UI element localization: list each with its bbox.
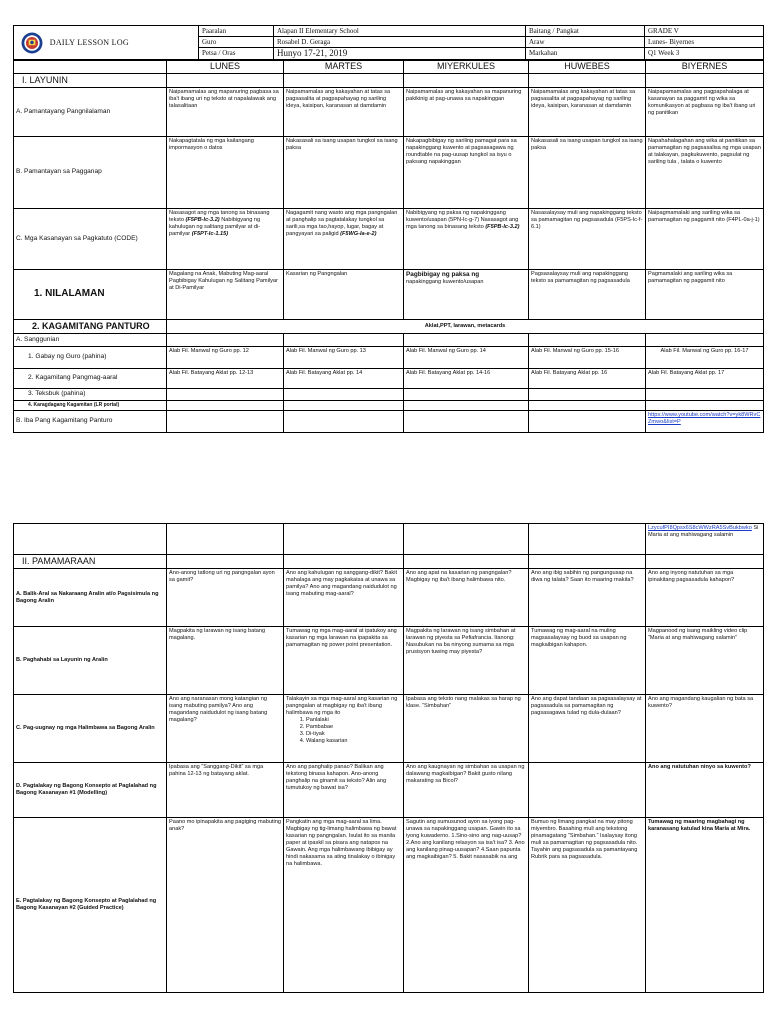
cell-tue: Alab Fil. Batayang Aklat pp. 14 <box>284 369 404 389</box>
video-link-cell: LzycufPI8Qpsx6S8cWWzRA5SvBukbwko Si Maria at ang mahiwagang salamin <box>646 524 764 555</box>
list-item: 2. Pambabae <box>306 724 401 731</box>
cell-tue: Ano ang kahulugan ng sanggang-dikit? Bakit mahalaga ang may pagkakaisa at unawa sa pamilya? Ano ang magandang naidudulot ng isang mabuting mag-aaral? <box>284 569 404 627</box>
row-label: 2. Kagamitang Pangmag-aaral <box>14 369 167 389</box>
section-pamamaraan: II. PAMAMARAAN <box>14 555 167 569</box>
header-value: Rosabel D. Geraga <box>274 37 526 48</box>
cell-tue: Nakasasali sa isang usapan tungkol sa isang paksa <box>284 136 404 208</box>
cell-mon: Ano ang naranasan mong katangian ng isang mabuting pamilya? Ano ang magandang naidudulot ng isang batang magalang? <box>167 695 284 763</box>
lesson-table-2 <box>13 523 764 993</box>
cell-mon: Magalang na Anak, Mabuting Mag-aaral Pagbibigay Kahulugan ng Salitang Pamilyar at Di-Pamilyar <box>167 269 284 319</box>
cell-wed: Naipamamalas ang kakayahan sa mapanuring pakikinig at pag-unawa sa napakinggan <box>404 87 529 136</box>
cell-fri: Alab Fil. Manwal ng Guro pp. 16-17 <box>646 347 764 369</box>
cell-fri: Magpanood ng isang maikling video clip “Maria at ang mahiwagang salamin” <box>646 627 764 695</box>
blank-cell <box>14 61 167 73</box>
section-layunin: I. LAYUNIN <box>14 73 167 87</box>
row-label: A. Balik-Aral sa Nakaraang Aralin at/o Pagsisimula ng Bagong Aralin <box>14 569 167 627</box>
cell-wed: Ipabasa ang teksto nang malakas sa harap ng klase. “Simbahan” <box>404 695 529 763</box>
header-label: Araw <box>526 37 645 48</box>
list-item: 1. Panlalaki <box>306 717 401 724</box>
row-label: D. Pagtalakay ng Bagong Konsepto at Paglalahad ng Bagong Kasanayan #1 (Modelling) <box>14 763 167 818</box>
kasarian-list <box>286 717 401 745</box>
header-value: Lunes- Biyernes <box>645 37 764 48</box>
row-label: 1. Gabay ng Guro (pahina) <box>14 347 167 369</box>
row-label: E. Pagtalakay ng Bagong Konsepto at Paglalahad ng Bagong Kasanayan #2 (Guided Practice) <box>14 818 167 993</box>
day-header: BIYERNES <box>646 61 764 73</box>
cell-tue: Talakayin sa mga mag-aaral ang kasarian ng pangngalan at magbigay ng iba't ibang halimbawa ng mga ito 1. Panlalaki 2. Pambabae 3. Di-tiyak 4. Walang kasarian <box>284 695 404 763</box>
iba-pang-label: B. Iba Pang Kagamitang Panturo <box>14 411 167 433</box>
youtube-link[interactable]: https://www.youtube.com/watch?v=yk8WRvCZmwo&list=P <box>648 412 761 425</box>
cell-wed: Pagbibigay ng paksa ng napakinggang kuwento/usapan <box>404 269 529 319</box>
cell-fri: Napahahalagahan ang wika at panitikan sa pamamagitan ng pagsasalisa ng mga usapan at talakayan, pagkukuwento, pagsulat ng sariling tula , talata o kuwento <box>646 136 764 208</box>
cell-fri: Tumawag ng maaring magbahagi ng karanasang katulad kina Maria at Mira. <box>646 818 764 993</box>
cell-thu: Alab Fil. Manwal ng Guro pp. 15-16 <box>529 347 646 369</box>
cell-fri: Naipagmamalaki ang sariling wika sa pamamagitan ng paggamit nito (F4PL-0a-j-1) <box>646 208 764 269</box>
cell-thu: Tumawag ng mag-aaral na muling magsasalaysay ng buod sa usapan ng magkaibigan kahapon. <box>529 627 646 695</box>
cell-tue: Nagagamit nang wasto ang mga pangngalan at panghalip sa pagtatalakay tungkol sa sarili,sa mga tao,hayop, lugar, bagay at pangyayari sa paligid (F5WG-Ia-e-2) <box>284 208 404 269</box>
cell-thu: Pagsasalaysay muli ang napakinggang teksto sa pamamagitan ng pagsasadula <box>529 269 646 319</box>
cell-wed: Nakapagbibigay ng sariling pamagat para sa napakinggang kuwento at pagsasagawa ng roundtable na pag-uusap tungkol sa isyu o paksang napakinggan <box>404 136 529 208</box>
cell-thu: Bumuo ng limang pangkat na may pitong miyembro. Basahing muli ang tekstong pinamagatang “Simbahan.” Isalaysay itong muli sa pamamagitan ng pagsasadula nito. Tayahin ang pagsasadula sa pamantayang Rubrik para sa pagsasadula. <box>529 818 646 993</box>
cell-wed: Ano ang apat na kasarian ng pangngalan? Magbigay ng iba't ibang halimbawa nito. <box>404 569 529 627</box>
row-label: 3. Teksbuk (pahina) <box>14 389 167 401</box>
list-item: 3. Di-tiyak <box>306 731 401 738</box>
cell-tue: Tumawag ng mga mag-aaral at ipatukoy ang kasarian ng mga larawan na ipapakita sa pamamagitan ng power point presentation. <box>284 627 404 695</box>
cell-mon: Ipabasa ang “Sanggang-Dikit” sa mga pahina 12-13 ng batayang aklat. <box>167 763 284 818</box>
row-label: B. Paghahabi sa Layunin ng Aralin <box>14 627 167 695</box>
cell-mon: Alab Fil. Batayang Aklat pp. 12-13 <box>167 369 284 389</box>
cell-mon: Nakapagtatala ng mga kailangang impormasyon o datos <box>167 136 284 208</box>
cell-mon: Naipamamalas ang mapanuring pagbasa sa iba't ibang uri ng teksto at napalalawak ang talasalitaan <box>167 87 284 136</box>
cell-fri: Naipapamamalas ang pagpapahalaga at kasanayan sa paggamit ng wika sa komunikasyon at pagbasa ng iba't ibang uri ng panitikan <box>646 87 764 136</box>
cell-wed: Nabibigyang ng paksa ng napakinggang kuwento/usapan (5PN-Ic-g-7) Nasasagot ang mga tanong sa binasang teksto (F5PB-Ic-3.2) <box>404 208 529 269</box>
cell-thu: Alab Fil. Batayang Aklat pp. 16 <box>529 369 646 389</box>
cell-tue: Naipamamalas ang kakayahan at tatas sa pagsasalita at pagpapahayag ng sariling ideya, kaisipan, karanasan at damdamin <box>284 87 404 136</box>
cell-thu: Nakasasali sa isang usapan tungkol sa isang paksa <box>529 136 646 208</box>
cell-fri: Alab Fil. Batayang Aklat pp. 17 <box>646 369 764 389</box>
header-logo-title <box>14 26 199 60</box>
section-nilalaman: 1. NILALAMAN <box>14 269 167 319</box>
day-header: MARTES <box>284 61 404 73</box>
cell-mon: Paano mo ipinapakita ang pagiging mabuting anak? <box>167 818 284 993</box>
section-kagamitan: 2. KAGAMITANG PANTURO <box>14 319 167 333</box>
list-item: 4. Walang kasarian <box>306 738 401 745</box>
cell-fri: Pagmamalaki ang sariling wika sa pamamagitan ng paggamit nito <box>646 269 764 319</box>
cell-wed: Alab Fil. Manwal ng Guro pp. 14 <box>404 347 529 369</box>
kagamitan-items: Aklat,PPT, larawan, metacards <box>167 319 764 333</box>
sanggunian-label: A. Sanggunian <box>14 334 167 347</box>
youtube-link-cell <box>646 411 764 433</box>
cell-fri: Ano ang natutuhan ninyo sa kuwento? <box>646 763 764 818</box>
cell-tue: Kasarian ng Pangngalan <box>284 269 404 319</box>
cell-wed: Magpakita ng larawan ng isang simbahan at larawan ng piyesta sa Pefiafrancia. Itanong: Nasubukan na ba ninyong sumama sa mga prusisyon tuwing may piyesta? <box>404 627 529 695</box>
header-value: GRADE V <box>645 26 764 37</box>
cell-thu: Ano ang ibig sabihin ng pangungusap na diwa ng talata? Saan ito maaring makita? <box>529 569 646 627</box>
cell-fri: Ano ang magandang kaugalian ng bata sa kuwento? <box>646 695 764 763</box>
cell-tue: Ano ang panghalip panao? Balikan ang tekstong binasa kahapon. Ano-anong panghalip na ginamit sa teksto? Alin ang tumutukoy ng bawat isa? <box>284 763 404 818</box>
header-table <box>13 25 764 60</box>
cell-wed: Alab Fil. Batayang Aklat pp. 14-16 <box>404 369 529 389</box>
header-value-date: Hunyo 17-21, 2019 <box>274 48 526 60</box>
header-label: Petsa / Oras <box>199 48 274 60</box>
cell-tue: Alab Fil. Manwal ng Guro pp. 13 <box>284 347 404 369</box>
cell-mon: Nasasagot ang mga tanong sa binasang teksto (F5PB-Ic-3.2) Nabibigyang ng kahulugan ng salitang pamilyar at di-pamilyar (F5PT-Ic-1.15) <box>167 208 284 269</box>
row-label: C. Pag-uugnay ng mga Halimbawa sa Bagong Aralin <box>14 695 167 763</box>
header-value: Alapan II Elementary School <box>274 26 526 37</box>
lesson-log-page-2 <box>13 523 763 1018</box>
cell-fri: Ano ang inyong natutuhan sa mga ipinakitang pagsasadula kahapon? <box>646 569 764 627</box>
header-label: Guro <box>199 37 274 48</box>
cell-thu: Naipamamalas ang kakayahan at tatas sa pagsasalita at pagpapahayag ng sariling ideya, kaisipan, karanasan at damdamin <box>529 87 646 136</box>
cell-wed: Sagutin ang sumusunod ayon sa iyong pag-unawa sa napakinggang usapan. Gawin ito sa iyong kuwaderno. 1.Sino-sino ang nag-uusap? 2.Ano ang kanilang relasyon sa isa't isa? 3. Ano ang kanilang pinag-uusapan? 4.Saan papunta ang magkaibigan? 5. Bakit nasasabik na ang <box>404 818 529 993</box>
deped-seal-icon <box>21 32 43 54</box>
row-label: B. Pamantayan sa Pagganap <box>14 136 167 208</box>
cell-mon: Magpakita ng larawan ng isang batang magalang. <box>167 627 284 695</box>
day-header: HUWEBES <box>529 61 646 73</box>
row-label: C. Mga Kasanayan sa Pagkatuto (CODE) <box>14 208 167 269</box>
header-label: Markahan <box>526 48 645 60</box>
cell-tue: Pangkatin ang mga mag-aaral sa lima. Magbigay ng tig-limang halimbawa ng bawat kasarian ng pangngalan. Isulat ito sa manila paper at ipaskil sa pisara ang natapos na Gawain. Ang mga halimbawang ibibigay ay hindi nakasama sa ating tinalakay o ibinigay na halimbawa. <box>284 818 404 993</box>
cell-thu: Ano ang dapat tandaan sa pagsasalaysay at pagsasadula sa pamamagitan ng pagsasagawa tulad ng dula-dulaan? <box>529 695 646 763</box>
day-header: LUNES <box>167 61 284 73</box>
row-label: A. Pamantayang Pangnilalaman <box>14 87 167 136</box>
cell-mon: Alab Fil. Manwal ng Guro pp. 12 <box>167 347 284 369</box>
day-header: MIYERKULES <box>404 61 529 73</box>
row-label: 4. Karagdagang Kagamitan (LR portal) <box>14 401 167 411</box>
document-title: DAILY LESSON LOG <box>49 37 130 47</box>
cell-thu <box>529 763 646 818</box>
lesson-log-page-1 <box>13 25 763 475</box>
cell-thu: Nasasalaysay muli ang napakinggang teksto sa pamamagitan ng pagsasadula (F5PS-Ic-f-6.1) <box>529 208 646 269</box>
cell-wed: Ano ang kaugnayan ng simbahan sa usapan ng dalawang magkaibigan? Bakit gusto nilang makarating sa Bicol? <box>404 763 529 818</box>
header-label: Paaralan <box>199 26 274 37</box>
video-link[interactable]: LzycufPI8Qpsx6S8cWWzRA5SvBukbwko <box>648 525 752 531</box>
cell-mon: Ano-anong tatlong uri ng pangngalan ayon sa gamit? <box>167 569 284 627</box>
header-value: Q1 Week 3 <box>645 48 764 60</box>
lesson-table-1 <box>13 60 764 433</box>
header-label: Baitang / Pangkat <box>526 26 645 37</box>
